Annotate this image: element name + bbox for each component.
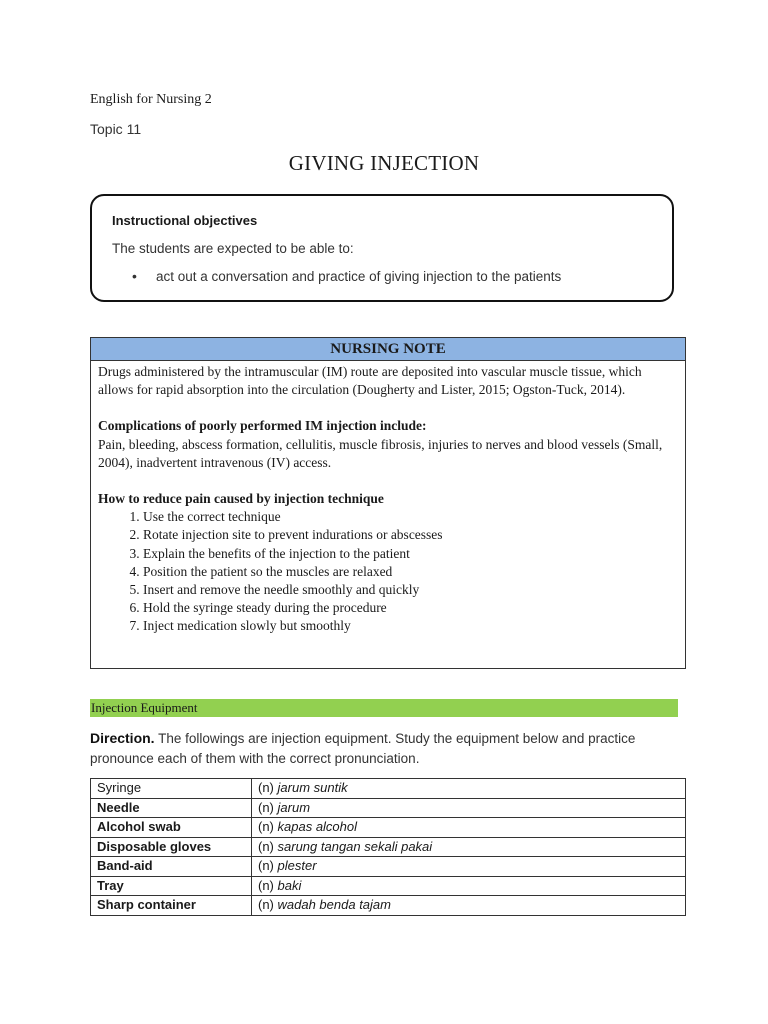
objectives-heading: Instructional objectives bbox=[112, 213, 258, 228]
table-row bbox=[91, 818, 686, 838]
reduce-pain-steps bbox=[98, 508, 677, 635]
table-row bbox=[91, 798, 686, 818]
direction-text bbox=[90, 728, 690, 769]
step-item: 2. Rotate injection site to prevent indurations or abscesses bbox=[143, 526, 677, 544]
objective-text: act out a conversation and practice of giving injection to the patients bbox=[156, 269, 562, 284]
step-item: 6. Hold the syringe steady during the procedure bbox=[143, 599, 677, 617]
direction-body: The followings are injection equipment. Study the equipment below and practice pronounce each of them with the correct pronunciation. bbox=[90, 731, 636, 766]
note-paragraph: Drugs administered by the intramuscular (IM) route are deposited into vascular muscle tissue, which allows for rapid absorption into the circulation (Dougherty and Lister, 2015; Ogston-Tuck, 2014). bbox=[98, 364, 642, 398]
bullet-icon: • bbox=[132, 268, 137, 284]
equipment-translation: (n) baki bbox=[252, 876, 686, 896]
step-item: 7. Inject medication slowly but smoothly bbox=[143, 617, 677, 635]
equipment-translation: (n) jarum bbox=[252, 798, 686, 818]
direction-label: Direction. bbox=[90, 730, 155, 746]
table-row bbox=[91, 779, 686, 799]
step-item: 1. Use the correct technique bbox=[143, 508, 677, 526]
page-title: GIVING INJECTION bbox=[288, 151, 480, 175]
course-name: English for Nursing 2 bbox=[90, 92, 212, 107]
complications-heading: Complications of poorly performed IM injection include: bbox=[98, 418, 427, 434]
nursing-note-heading: NURSING NOTE bbox=[91, 338, 685, 361]
objectives-list bbox=[112, 269, 561, 284]
equipment-term: Alcohol swab bbox=[91, 818, 252, 838]
equipment-translation: (n) kapas alcohol bbox=[252, 818, 686, 838]
table-row bbox=[91, 837, 686, 857]
objectives-box bbox=[90, 194, 674, 302]
table-row bbox=[91, 896, 686, 916]
equipment-translation: (n) plester bbox=[252, 857, 686, 877]
nursing-note-box bbox=[90, 337, 686, 669]
equipment-table bbox=[90, 778, 686, 916]
equipment-term: Band-aid bbox=[91, 857, 252, 877]
equipment-section-title: Injection Equipment bbox=[90, 699, 678, 717]
equipment-translation: (n) wadah benda tajam bbox=[252, 896, 686, 916]
equipment-translation: (n) jarum suntik bbox=[252, 779, 686, 799]
reduce-pain-heading: How to reduce pain caused by injection technique bbox=[98, 491, 384, 507]
table-row bbox=[91, 857, 686, 877]
complications-text: Pain, bleeding, abscess formation, cellulitis, muscle fibrosis, injuries to nerves and blood vessels (Small, 2004), inadvertent intravenous (IV) access. bbox=[98, 436, 663, 470]
step-item: 4. Position the patient so the muscles are relaxed bbox=[143, 563, 677, 581]
equipment-translation: (n) sarung tangan sekali pakai bbox=[252, 837, 686, 857]
equipment-term: Tray bbox=[91, 876, 252, 896]
step-item: 5. Insert and remove the needle smoothly and quickly bbox=[143, 581, 677, 599]
objectives-intro: The students are expected to be able to: bbox=[112, 241, 354, 256]
equipment-term: Syringe bbox=[91, 779, 252, 799]
table-row bbox=[91, 876, 686, 896]
equipment-term: Sharp container bbox=[91, 896, 252, 916]
topic-number: Topic 11 bbox=[90, 121, 142, 137]
equipment-term: Needle bbox=[91, 798, 252, 818]
step-item: 3. Explain the benefits of the injection to the patient bbox=[143, 545, 677, 563]
nursing-note-body bbox=[91, 361, 685, 636]
equipment-term: Disposable gloves bbox=[91, 837, 252, 857]
objective-item bbox=[112, 269, 561, 284]
